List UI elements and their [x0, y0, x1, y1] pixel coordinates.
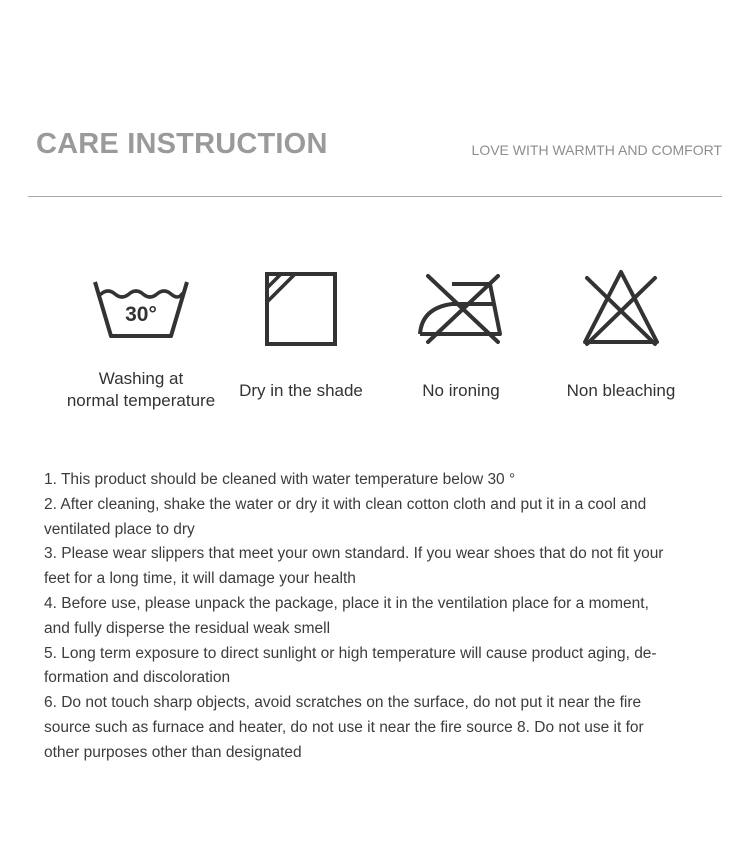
care-symbol-no-iron [376, 268, 546, 400]
list-item: 6. Do not touch sharp objects, avoid scratches on the surface, do not put it near the fire source such as furnace and heater, do not use it near the fire source 8. Do not use it for other purposes other than designated [44, 694, 644, 761]
wash-label: Washing at normal temperature [66, 369, 216, 410]
wash-30-icon [91, 268, 191, 344]
care-instructions-list [44, 468, 684, 766]
care-symbol-dry [216, 268, 386, 400]
list-item: 2. After cleaning, shake the water or dry it with clean cotton cloth and put it in a cool and ventilated place to dry [44, 495, 647, 538]
care-symbol-wash [56, 268, 226, 410]
no-bleaching-label: Non bleaching [566, 381, 676, 400]
header-divider [28, 196, 722, 197]
page-title: CARE INSTRUCTION [36, 128, 328, 160]
list-item: 1. This product should be cleaned with water temperature below 30 ° [44, 471, 516, 488]
care-symbol-no-bleach [536, 268, 706, 400]
list-item: 5. Long term exposure to direct sunlight or high temperature will cause product aging, de- formation and discoloration [44, 644, 657, 687]
list-item: 3. Please wear slippers that meet your own standard. If you wear shoes that do not fit your feet for a long time, it will damage your health [44, 545, 664, 588]
page-tagline: LOVE WITH WARMTH AND COMFORT [471, 142, 722, 158]
no-ironing-icon [416, 268, 506, 348]
wash-temperature-badge: 30° [125, 303, 157, 326]
dry-in-shade-icon [261, 268, 341, 348]
no-bleaching-icon [579, 268, 663, 348]
no-ironing-label: No ironing [422, 381, 500, 400]
list-item: 4. Before use, please unpack the package, place it in the ventilation place for a moment, and fully disperse the residual weak smell [44, 594, 649, 637]
dry-label: Dry in the shade [239, 381, 363, 400]
